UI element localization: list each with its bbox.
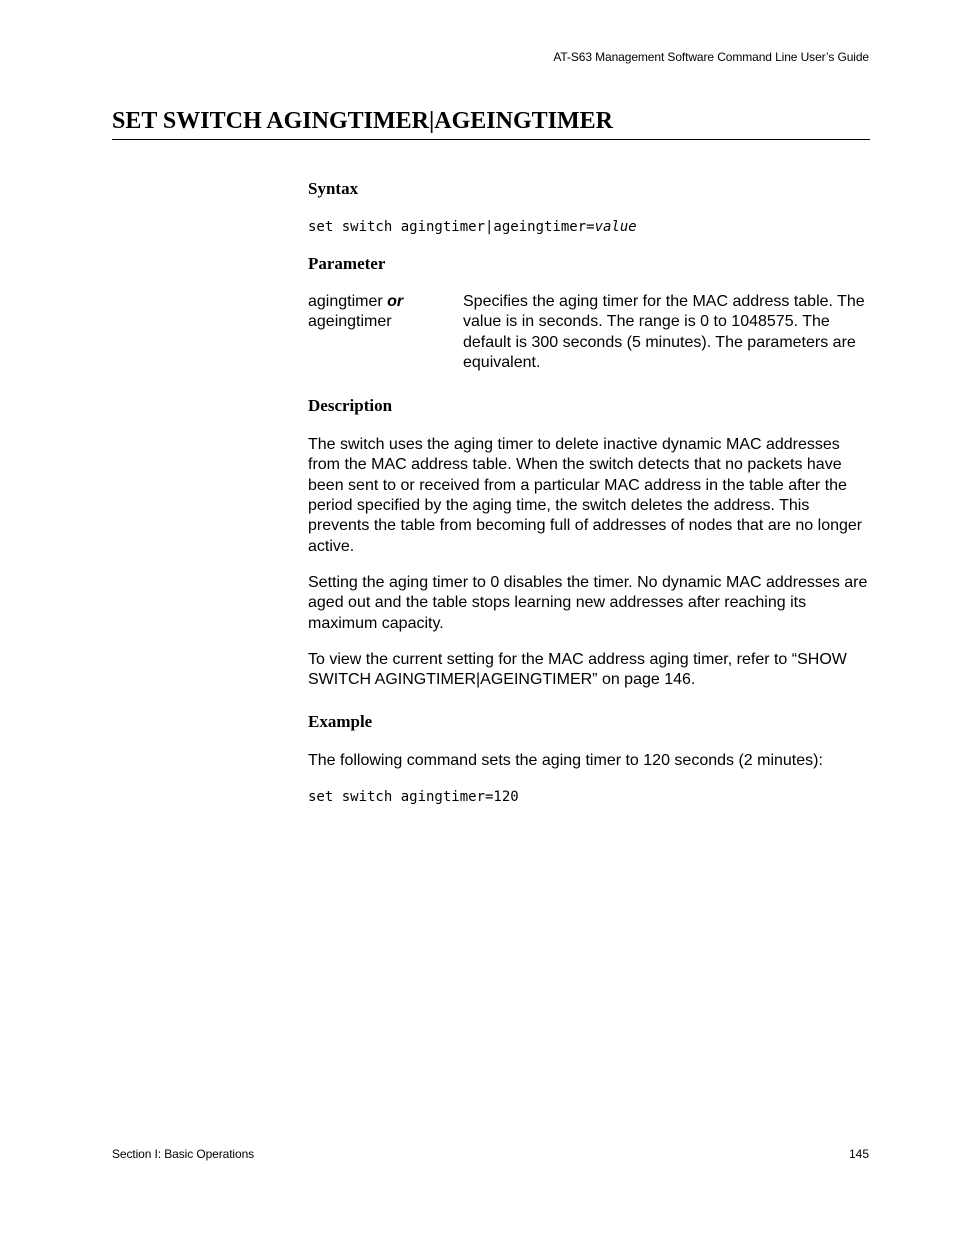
parameter-description: Specifies the aging timer for the MAC address table. The value is in seconds. The range is 0 to 1048575. The default is 300 seconds (5 minutes). The parameters are equivalent.: [463, 293, 865, 371]
description-paragraph-2: Setting the aging timer to 0 disables the timer. No dynamic MAC addresses are aged out and the table stops learning new addresses after reaching its maximum capacity.: [308, 573, 868, 632]
parameter-name-part1: agingtimer: [308, 293, 388, 310]
parameter-heading: Parameter: [308, 254, 386, 273]
description-paragraph-1: The switch uses the aging timer to delete inactive dynamic MAC addresses from the MAC address table. When the switch detects that no packets have been sent to or received from a particular MAC address in the table after the period specified by the aging time, the switch deletes the address. This prevents the table from becoming full of addresses of nodes that are no longer active.: [308, 436, 863, 555]
parameter-name: [308, 292, 463, 373]
running-header: AT-S63 Management Software Command Line User’s Guide: [553, 50, 869, 64]
description-heading: Description: [308, 396, 393, 416]
syntax-command-placeholder: value: [594, 219, 637, 235]
syntax-command-prefix: set switch agingtimer|ageingtimer=: [308, 219, 595, 235]
footer-page-number: 145: [848, 1147, 869, 1161]
page-title: SET SWITCH AGINGTIMER|AGEINGTIMER: [112, 106, 870, 140]
description-paragraph-3: To view the current setting for the MAC address aging timer, refer to “SHOW SWITCH AGINGTIMER|AGEINGTIMER” on page 146.: [308, 650, 847, 689]
example-heading: Example: [308, 712, 373, 732]
example-intro: The following command sets the aging timer to 120 seconds (2 minutes):: [308, 752, 823, 770]
parameter-row: [308, 292, 873, 373]
parameter-name-or: or: [387, 293, 404, 310]
example-command: set switch agingtimer=120: [308, 788, 519, 805]
footer-section: Section I: Basic Operations: [112, 1147, 255, 1161]
syntax-heading: Syntax: [308, 179, 359, 198]
parameter-name-part2: ageingtimer: [308, 313, 392, 331]
content: [308, 178, 873, 806]
syntax-command: [308, 218, 873, 236]
